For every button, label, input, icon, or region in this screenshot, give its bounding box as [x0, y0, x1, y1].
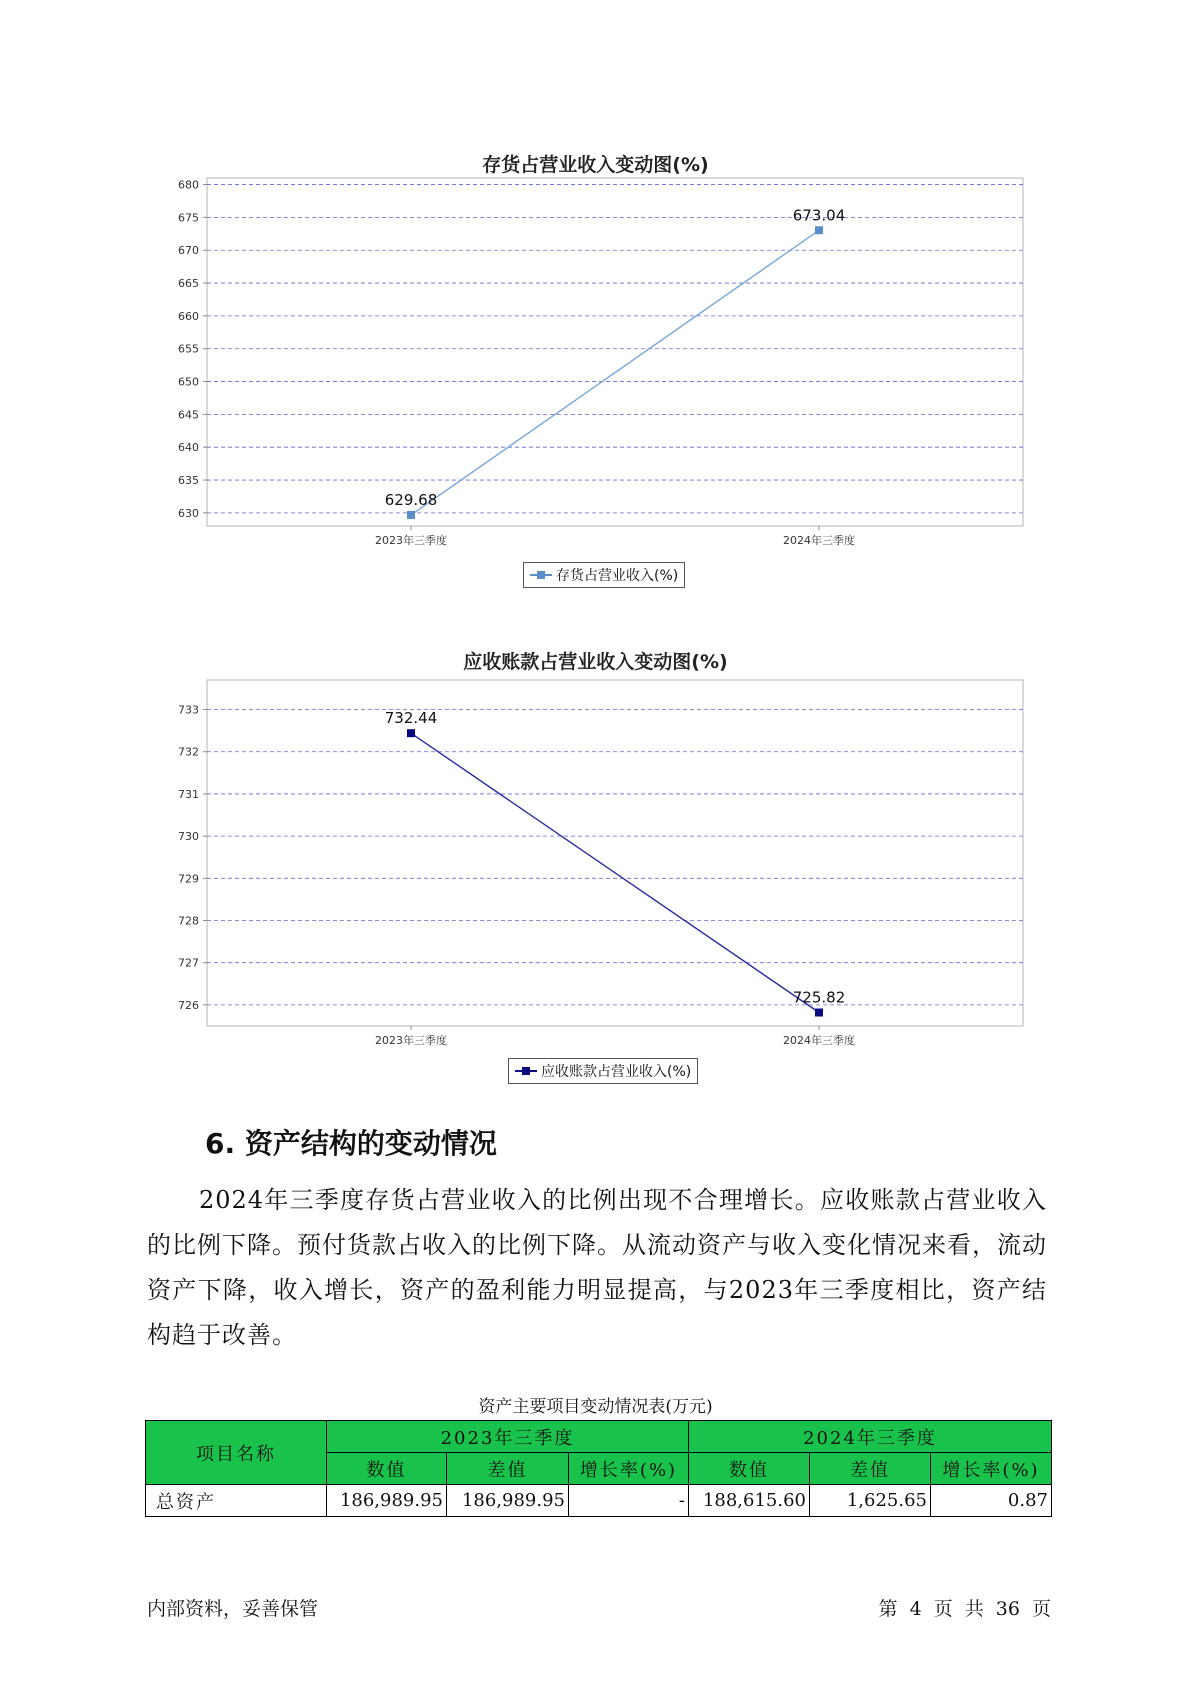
y-tick-label: 665 — [178, 277, 199, 291]
x-tick-label: 2023年三季度 — [375, 1034, 447, 1047]
y-tick-label: 733 — [178, 703, 199, 717]
receivables-ratio-chart — [0, 642, 1191, 1112]
chart-plot — [0, 140, 1191, 610]
y-tick-label: 650 — [178, 375, 199, 389]
y-tick-label: 675 — [178, 211, 199, 225]
header-difference: 差值 — [447, 1453, 569, 1485]
y-tick-label: 727 — [178, 956, 199, 970]
section-paragraph: 2024年三季度存货占营业收入的比例出现不合理增长。应收账款占营业收入的比例下降。预付货款占收入的比例下降。从流动资产与收入变化情况来看，流动资产下降，收入增长，资产的盈利能力明显提高，与2023年三季度相比，资产结构趋于改善。 — [147, 1186, 1047, 1349]
chart-title: 应收账款占营业收入变动图(%) — [463, 651, 728, 673]
cell-growth-2023: - — [569, 1485, 689, 1517]
y-tick-label: 729 — [178, 872, 199, 886]
data-point — [407, 511, 415, 519]
plot-area — [207, 178, 1023, 526]
header-item-name: 项目名称 — [146, 1421, 327, 1485]
chart-legend — [523, 562, 685, 588]
legend-marker-icon — [515, 1066, 537, 1076]
data-point — [815, 1008, 823, 1016]
y-tick-label: 655 — [178, 342, 199, 356]
section-heading: 6. 资产结构的变动情况 — [205, 1127, 497, 1160]
y-tick-label: 731 — [178, 787, 199, 801]
data-label: 629.68 — [384, 490, 438, 509]
footer-confidential: 内部资料，妥善保管 — [147, 1598, 319, 1620]
y-tick-label: 660 — [178, 309, 199, 323]
y-tick-label: 640 — [178, 441, 199, 455]
cell-diff-2023: 186,989.95 — [447, 1485, 569, 1517]
header-growth-rate: 增长率(%) — [931, 1453, 1052, 1485]
footer-page-number: 第 4 页 共 36 页 — [878, 1598, 1051, 1620]
asset-change-table — [145, 1420, 1052, 1517]
y-tick-label: 630 — [178, 506, 199, 520]
x-tick-label: 2023年三季度 — [375, 534, 447, 547]
cell-growth-2024: 0.87 — [931, 1485, 1052, 1517]
cell-value-2023: 186,989.95 — [327, 1485, 447, 1517]
cell-value-2024: 188,615.60 — [689, 1485, 810, 1517]
x-tick-label: 2024年三季度 — [783, 1034, 855, 1047]
legend-marker-icon — [530, 570, 552, 580]
row-name: 总资产 — [146, 1485, 327, 1517]
plot-area — [207, 680, 1023, 1026]
header-difference: 差值 — [810, 1453, 931, 1485]
data-point — [815, 226, 823, 234]
y-tick-label: 645 — [178, 408, 199, 422]
legend-label: 应收账款占营业收入(%) — [541, 1064, 692, 1080]
inventory-ratio-chart — [0, 140, 1191, 610]
header-growth-rate: 增长率(%) — [569, 1453, 689, 1485]
y-tick-label: 670 — [178, 244, 199, 258]
header-period-2023: 2023年三季度 — [327, 1421, 689, 1453]
table-caption: 资产主要项目变动情况表(万元) — [478, 1397, 713, 1417]
cell-diff-2024: 1,625.65 — [810, 1485, 931, 1517]
y-tick-label: 728 — [178, 914, 199, 928]
y-tick-label: 635 — [178, 474, 199, 488]
y-tick-label: 680 — [178, 178, 199, 192]
y-tick-label: 730 — [178, 830, 199, 844]
data-label: 732.44 — [384, 709, 438, 728]
data-point — [407, 729, 415, 737]
data-label: 725.82 — [792, 988, 846, 1007]
header-period-2024: 2024年三季度 — [689, 1421, 1052, 1453]
header-value: 数值 — [689, 1453, 810, 1485]
y-tick-label: 726 — [178, 998, 199, 1012]
y-tick-label: 732 — [178, 745, 199, 759]
header-value: 数值 — [327, 1453, 447, 1485]
data-label: 673.04 — [792, 206, 846, 225]
chart-title: 存货占营业收入变动图(%) — [482, 154, 709, 176]
legend-label: 存货占营业收入(%) — [556, 568, 679, 584]
chart-legend — [508, 1058, 698, 1084]
table-row — [146, 1485, 1052, 1517]
chart-plot — [0, 642, 1191, 1112]
x-tick-label: 2024年三季度 — [783, 534, 855, 547]
